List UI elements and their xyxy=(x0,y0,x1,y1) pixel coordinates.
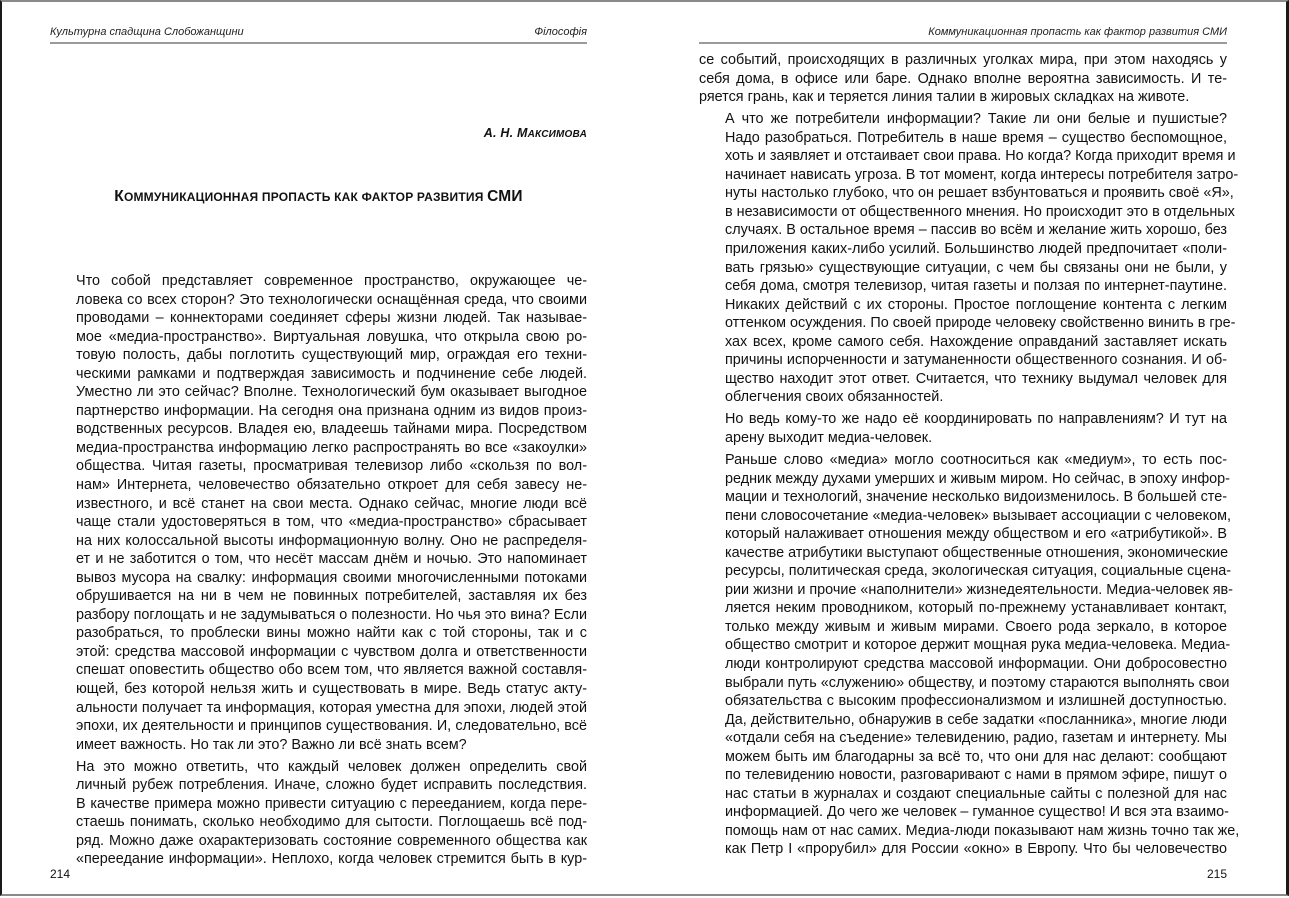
section-name: Філософія xyxy=(534,26,587,38)
text-line: стаешь понимать, сколько необходимо для сытости. Поглощаешь всё под- xyxy=(76,814,587,831)
text-line: ряд. Можно даже охарактеризовать состояние современного общества как xyxy=(76,832,587,849)
text-line: по телевидению новости, разговаривают с нами в прямом эфире, пишут о xyxy=(725,767,1227,784)
text-line: Никаких действий с их стороны. Простое поглощение контента с легким xyxy=(725,296,1227,313)
text-line: вывоз мусора на свалку: информация своими многочисленными потоками xyxy=(76,569,587,586)
text-line: хоть и заявляет и отстаивает свои права. Но когда? Когда приходит время и xyxy=(725,148,1236,165)
text-line: выбрали путь «служению» обществу, и поэтому стараются выполнять свои xyxy=(725,674,1230,691)
paragraph xyxy=(699,451,1240,859)
paragraph xyxy=(699,410,1227,447)
text-line: альности получает та информация, которая уместна для эпохи, людей этой xyxy=(76,699,587,716)
paragraph xyxy=(50,758,587,869)
text-line: Что собой представляет современное пространство, окружающее че- xyxy=(76,273,587,289)
text-line: ческими рамками и подтверждая зависимость и подчинение себе людей. xyxy=(76,365,587,382)
text-line: себя дома, в офисе или баре. Однако вполне вероятна зависимость. И те- xyxy=(699,70,1227,87)
text-line: который налаживает отношения между обществом и его «атрибутикой». В xyxy=(725,526,1227,543)
text-line: Надо разобраться. Потребитель в наше время – существо беспомощное, xyxy=(725,129,1227,146)
text-line: В качестве примера можно привести ситуацию с перееданием, когда пере- xyxy=(76,795,587,812)
left-page xyxy=(50,2,587,898)
text-line: как Петр I «прорубил» для России «окно» в Европу. Что бы человечество xyxy=(725,841,1227,858)
text-line: себя дома, смотря телевизор, читая газеты и ползая по интернет-паутине. xyxy=(725,278,1227,295)
text-line: арену выходит медиа-человек. xyxy=(725,429,933,446)
text-line: редник между духами умерших и живым миром. Но сейчас, в эпоху инфор- xyxy=(725,470,1230,487)
text-line: Но ведь кому-то же надо её координировать по направлениям? И тут на xyxy=(725,411,1227,428)
text-line: мации и технологий, значение несколько видоизменилось. В большей сте- xyxy=(725,489,1227,506)
article-running-title: Коммуникационная пропасть как фактор развития СМИ xyxy=(928,26,1227,38)
text-line: медиа-пространства информацию легко распространять во все «закоулки» xyxy=(76,439,587,456)
text-line: Уместно ли это сейчас? Вполне. Технологический бум оказывает выгодное xyxy=(76,384,587,401)
text-line: в независимости от общественного мнения. Но происходит это в отдельных xyxy=(725,203,1235,220)
text-line: люди контролируют средства массовой информации. Они добросовестно xyxy=(725,656,1227,672)
text-line: щество находит этот ответ. Считается, что технику выдумал человек для xyxy=(725,370,1227,387)
text-line: только между живым и живым мирами. Своего рода зеркало, в которое xyxy=(725,618,1227,635)
text-line: разбору поглощать и не задумываться о полезности. Но чья это вина? Если xyxy=(76,606,587,623)
text-line: мое «медиа-пространство». Виртуальная ловушка, что открыла свою ро- xyxy=(76,328,587,345)
text-line: проводами – коннекторами соединяет сферы жизни людей. Так называе- xyxy=(76,310,587,327)
text-line: разобраться, то проблески вины можно найти как с той стороны, так и с xyxy=(76,625,587,642)
text-line: помощь нам от нас самих. Медиа-люди показывают нам жизнь точно так же, xyxy=(725,822,1240,839)
text-line: спешат оповестить общество обо всем том, что является важной составля- xyxy=(76,662,587,679)
text-line: общество смотрит и которое держит мощная рука медиа-человека. Медиа- xyxy=(725,637,1231,654)
text-line: Раньше слово «медиа» могло соотноситься как «медиум», то есть пос- xyxy=(725,451,1227,468)
right-page xyxy=(699,2,1240,898)
text-line: нас статьи в журналах и создают специальные сайты с полезной для нас xyxy=(725,785,1227,802)
header-rule xyxy=(50,42,587,44)
text-line: причины испорченности и затуманенности общественного сознания. И об- xyxy=(725,352,1227,369)
text-line: известного, и всё станет на свои места. Однако сейчас, многие люди всё xyxy=(76,495,587,512)
text-line: се событий, происходящих в различных уголках мира, при этом находясь у xyxy=(699,52,1227,68)
text-line: информацией. До чего же человек – гуманное существо! И вся эта взаимо- xyxy=(725,804,1229,821)
text-line: общества. Читая газеты, просматривая телевизор либо «скользя по вол- xyxy=(76,458,587,475)
text-line: рии жизни и прочие «наполнители» жизнедеятельности. Медиа-человек яв- xyxy=(725,581,1233,598)
left-body-text xyxy=(50,272,587,873)
text-line: нам» Интернета, человечество обязательно откроет для себя завесу не- xyxy=(76,477,587,494)
text-line: приложения каких-либо усилий. Большинство людей предпочитает «поли- xyxy=(725,240,1227,257)
text-line: ет и не заботится о том, что несёт массам днём и ночью. Это напоминает xyxy=(76,551,587,568)
header-rule xyxy=(699,42,1227,44)
journal-title: Культурна спадщина Слобожанщини xyxy=(50,26,244,38)
text-line: случаях. В остальное время – пассив во всём и желание жить хорошо, без xyxy=(725,222,1227,239)
text-line: товую полость, дабы поглотить существующий мир, ограждая его техни- xyxy=(76,347,587,364)
paragraph xyxy=(699,51,1227,107)
text-line: начинает нависать угроза. В тот момент, когда интересы потребителя затро- xyxy=(725,166,1239,183)
text-line: чаще стали удостоверяться в том, что «медиа-пространство» сбрасывает xyxy=(76,514,587,531)
paragraph xyxy=(699,110,1239,407)
text-line: партнерство информации. На сегодня она признана одним из видов произ- xyxy=(76,402,587,419)
text-line: обязательства с высоким профессионализмом и излишней доступностью. xyxy=(725,693,1227,710)
text-line: этой: средства массовой информации с чувством долга и ответственности xyxy=(76,643,587,660)
text-line: «отдали себя на съедение» телевидению, радио, газетам и интернету. Мы xyxy=(725,730,1227,747)
text-line: имеет важность. Но так ли это? Важно ли всё знать всем? xyxy=(76,736,467,753)
text-line: ющей, без которой нельзя жить и существовать в мире. Ведь статус акту- xyxy=(76,681,587,698)
text-line: ресурсы, политическая среда, экологическая ситуация, социальные сцена- xyxy=(725,563,1232,580)
paragraph xyxy=(50,272,587,754)
article-title: КОММУНИКАЦИОННАЯ ПРОПАСТЬ КАК ФАКТОР РАЗВИТИЯ СМИ xyxy=(114,188,523,205)
text-line: облегчения своих обязанностей. xyxy=(725,389,944,406)
text-line: «переедание информации». Неплохо, когда человек стремится быть в кур- xyxy=(76,851,587,868)
text-line: хах всех, кроме самого себя. Нахождение оправданий заставляет искать xyxy=(725,333,1227,350)
left-running-head xyxy=(50,22,587,38)
text-line: нуты настолько глубоко, что он решает взбунтоваться и проявить своё «Я», xyxy=(725,185,1234,202)
right-body-text xyxy=(699,51,1240,863)
text-line: На это можно ответить, что каждый человек должен определить свой xyxy=(76,758,587,775)
text-line: оттенком осуждения. По своей природе человеку свойственно винить в гре- xyxy=(725,315,1236,332)
text-line: ряется грань, как и теряется линия талии в жировых складках на животе. xyxy=(699,89,1190,106)
text-line: ловека со всех сторон? Это технологически оснащённая среда, что своими xyxy=(76,291,587,308)
text-line: вать грязью» существующие ситуации, с чем бы связаны они не были, у xyxy=(725,259,1227,276)
text-line: личный рубеж потребления. Иначе, сложно будет исправить последствия. xyxy=(76,777,587,794)
text-line: Да, действительно, обнаружив в себе задатки «посланника», многие люди xyxy=(725,711,1227,728)
text-line: на них колоссальной высоты информационную волну. Оно не распределя- xyxy=(76,532,587,549)
text-line: можем быть им благодарны за всё то, что они для нас делают: сообщают xyxy=(725,748,1227,765)
text-line: пени словосочетание «медиа-человек» вызывает ассоциации с человеком, xyxy=(725,507,1232,524)
text-line: А что же потребители информации? Такие ли они белые и пушистые? xyxy=(725,111,1227,128)
text-line: ляется неким проводником, который по-прежнему устанавливает контакт, xyxy=(725,600,1227,617)
right-running-head xyxy=(699,22,1227,38)
text-line: водственных ресурсов. Владея ею, владеешь тайнами мира. Посредством xyxy=(76,421,587,438)
text-line: эпохи, их деятельности и принципов существования. И, следовательно, всё xyxy=(76,718,587,735)
text-line: качестве атрибутики выступают общественные отношения, экономические xyxy=(725,544,1229,561)
article-author: А. Н. МАКСИМОВА xyxy=(483,126,587,140)
text-line: обрушивается на ни в чем не повинных потребителей, заставляя их без xyxy=(76,588,587,605)
page-number: 215 xyxy=(1206,867,1227,881)
page-number: 214 xyxy=(50,867,71,881)
